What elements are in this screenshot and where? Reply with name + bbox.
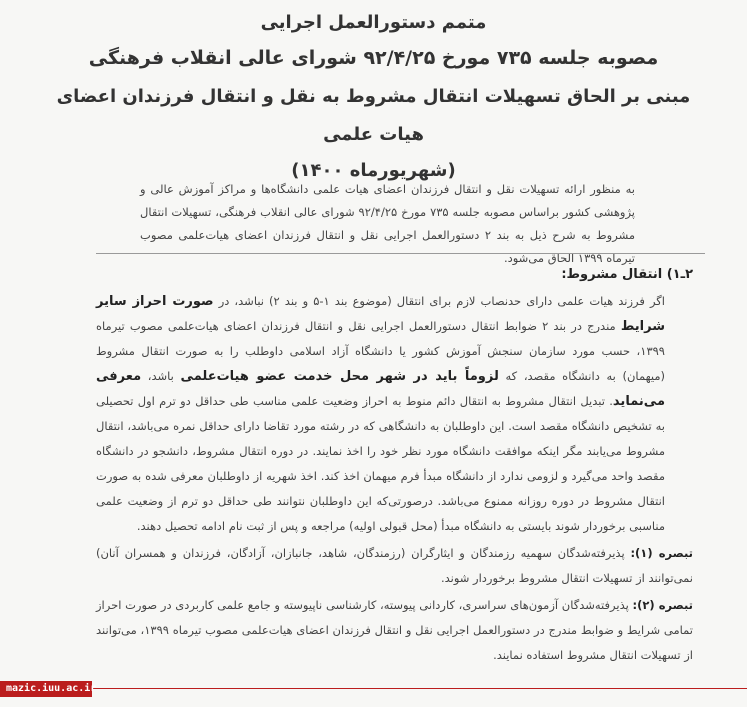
note-2-body: پذیرفته‌شدگان آزمون‌های سراسری، کاردانی پیوسته، کارشناسی ناپیوسته و جامع علمی کاربردی در صورت احراز تمامی شرایط و ضوابط مندرج در دستورالعمل اجرایی نقل و انتقال فرزندان اعضای هیات‌علمی مصوب تیرماه ۱۳۹۹، می‌توانند از تسهیلات انتقال مشروط استفاده نمایند. bbox=[96, 598, 694, 662]
section-divider bbox=[96, 253, 705, 254]
paragraph-text: . تبدیل انتقال مشروط به انتقال دائم منوط به احراز وضعیت علمی مناسب طی حداقل دو ترم اول تحصیلی به تشخیص دانشگاه مقصد است. این داوطلبان به دانشگاهی که در رشته مورد تقاضا دارای حداقل نمره می‌باشد، انتقال مشروط می‌یابند مگر اینکه موافقت دانشگاه مورد نظر خود را اخذ نمایند. در دوره انتقال مشروط، دانشجو در دانشگاه مقصد واحد می‌گیرد و لزومی ندارد از دانشگاه مبدأ فرم میهمان اخذ کند. اخذ شهریه از داوطلبان معرفی شده به صورت انتقال مشروط در دوره روزانه ممنوع می‌باشد. درصورتی‌که این داوطلبان نتوانند طی حداقل دو ترم از وضعیت علمی مناسبی برخوردار شوند بایستی به دانشگاه مبدأ (محل قبولی اولیه) مراجعه و پس از ثبت نام ادامه تحصیل دهند. bbox=[96, 394, 665, 533]
note-2-label: تبصره (۲): bbox=[632, 598, 694, 612]
section-paragraph bbox=[96, 289, 693, 539]
note-1 bbox=[96, 541, 693, 591]
title-block bbox=[40, 8, 707, 188]
conditional-transfer-section bbox=[96, 262, 693, 668]
footer-site-link[interactable]: mazic.iuu.ac.ir bbox=[0, 681, 92, 697]
note-2 bbox=[96, 593, 693, 668]
intro-paragraph: به منظور ارائه تسهیلات نقل و انتقال فرزندان اعضای هیات علمی دانشگاه‌ها و مراکز آموزش عالی و پژوهشی کشور براساس مصوبه جلسه ۷۳۵ مورخ ۹۲/۴/۲۵ شورای عالی انقلاب فرهنگی، تسهیلات انتقال مشروط به شرح ذیل به بند ۲ دستورالعمل اجرایی نقل و انتقال فرزندان اعضای هیات‌علمی مصوب تیرماه ۱۳۹۹ الحاق می‌شود. bbox=[140, 182, 636, 265]
paragraph-emphasis: معرفی می‌نماید bbox=[96, 369, 665, 409]
paragraph-text: باشد، bbox=[141, 369, 181, 383]
title-date: (شهریورماه ۱۴۰۰) bbox=[291, 160, 456, 181]
note-1-label: تبصره (۱): bbox=[630, 546, 694, 560]
paragraph-emphasis: لزوماً باید در شهر محل خدمت عضو هیات‌علمی bbox=[180, 369, 499, 384]
title-line-1: متمم دستورالعمل اجرایی bbox=[260, 12, 487, 33]
footer-line bbox=[92, 688, 747, 689]
paragraph-emphasis: صورت احراز سایر شرایط bbox=[96, 294, 665, 334]
title-line-3: مبنی بر الحاق تسهیلات انتقال مشروط به نقل و انتقال فرزندان اعضای هیات علمی bbox=[56, 86, 691, 145]
section-heading: ۲ـ۱) انتقال مشروط: bbox=[561, 267, 693, 282]
title-line-2: مصوبه جلسه ۷۳۵ مورخ ۹۲/۴/۲۵ شورای عالی انقلاب فرهنگی bbox=[88, 47, 659, 69]
note-1-body: پذیرفته‌شدگان سهمیه رزمندگان و ایثارگران (رزمندگان، شاهد، جانبازان، آزادگان، فرزندان و همسران آنان) نمی‌توانند از تسهیلات انتقال مشروط برخوردار شوند. bbox=[96, 546, 693, 585]
paragraph-text: اگر فرزند هیات علمی دارای حدنصاب لازم برای انتقال (موضوع بند ۱-۵ و بند ۲) نباشد، در bbox=[213, 294, 665, 308]
paragraph-text: مندرج در بند ۲ ضوابط انتقال دستورالعمل اجرایی نقل و انتقال فرزندان اعضای هیات‌علمی مصوب تیرماه ۱۳۹۹، حسب مورد سازمان سنجش آموزش کشور یا دانشگاه آزاد اسلامی داوطلب را به صورت انتقال مشروط (میهمان) به دانشگاه مقصد، که bbox=[96, 319, 666, 383]
